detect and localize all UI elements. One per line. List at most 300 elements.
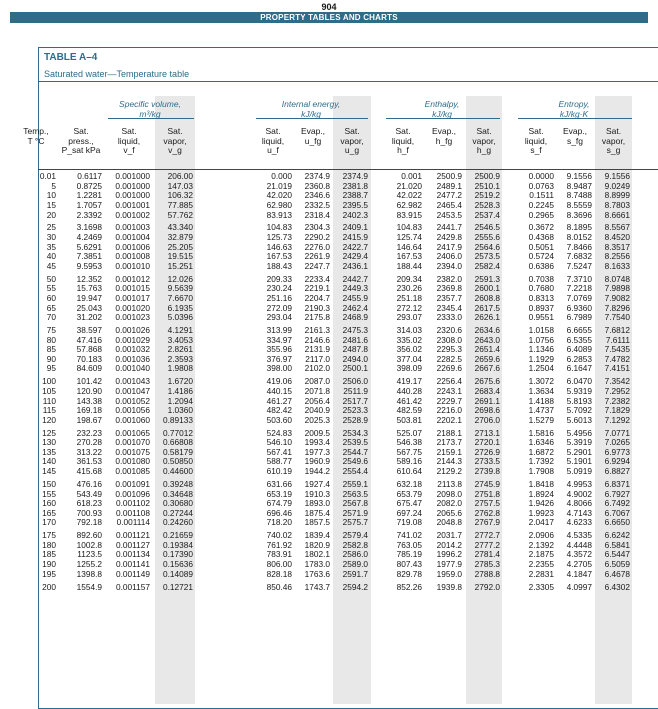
table-cell: 0.001040 xyxy=(115,363,150,374)
table-cell: 6.6655 xyxy=(566,324,592,335)
table-cell: 43.340 xyxy=(167,222,193,233)
table-cell: 8.3696 xyxy=(566,209,592,220)
table-cell: 2436.1 xyxy=(342,260,368,271)
table-cell: 1993.4 xyxy=(304,437,330,448)
table-cell: 1977.9 xyxy=(436,559,462,570)
table-cell: 7.6111 xyxy=(605,334,630,345)
table-cell: 852.26 xyxy=(396,581,422,592)
table-cell: 618.23 xyxy=(76,498,102,509)
table-cell: 7.3542 xyxy=(604,376,630,387)
table-cell: 675.47 xyxy=(396,498,422,509)
table-cell: 2772.7 xyxy=(474,530,500,541)
table-cell: 2555.6 xyxy=(474,231,500,242)
table-cell: 45 xyxy=(46,260,56,271)
table-cell: 0.001020 xyxy=(115,302,150,313)
table-cell: 6.5355 xyxy=(566,334,592,345)
table-cell: 5.6291 xyxy=(76,241,102,252)
table-cell: 0.77012 xyxy=(163,427,193,438)
table-cell: 0.89133 xyxy=(163,414,193,425)
table-cell: 7.3710 xyxy=(566,273,592,284)
table-row xyxy=(0,211,658,221)
table-cell: 2762.8 xyxy=(474,507,500,518)
table-cell: 6.7067 xyxy=(604,507,630,518)
table-cell: 2382.0 xyxy=(436,273,462,284)
table-cell: 0.0000 xyxy=(528,171,554,181)
table-cell: 8.3517 xyxy=(604,241,630,252)
table-cell: 57.868 xyxy=(76,344,102,355)
table-cell: 2216.0 xyxy=(436,405,462,416)
header-vf: Sat. liquid, v_f xyxy=(117,126,141,155)
table-cell: 2441.7 xyxy=(436,222,462,233)
table-cell: 8.1633 xyxy=(604,260,630,271)
table-cell: 631.66 xyxy=(266,478,292,489)
table-cell: 2040.9 xyxy=(304,405,330,416)
table-cell: 9.1556 xyxy=(566,171,592,181)
table-cell: 2573.5 xyxy=(474,251,500,262)
table-cell: 270.28 xyxy=(76,437,102,448)
table-cell: 1.6346 xyxy=(528,437,554,448)
table-cell: 1.0360 xyxy=(167,405,193,416)
table-cell: 1.6720 xyxy=(167,376,193,387)
table-cell: 7.6812 xyxy=(604,324,630,335)
table-cell: 115 xyxy=(42,405,56,416)
table-row xyxy=(0,364,658,374)
table-cell: 2582.4 xyxy=(474,260,500,271)
table-cell: 60 xyxy=(46,292,56,303)
table-cell: 2667.6 xyxy=(474,363,500,374)
table-cell: 0.001029 xyxy=(115,334,150,345)
table-cell: 0.001157 xyxy=(116,581,150,592)
table-cell: 2634.6 xyxy=(474,324,500,335)
table-cell: 2523.3 xyxy=(342,405,368,416)
table-cell: 2726.9 xyxy=(474,446,500,457)
table-cell: 2261.9 xyxy=(304,251,330,262)
table-cell: 146.64 xyxy=(396,241,422,252)
table-cell: 6.5447 xyxy=(604,549,630,560)
table-cell: 2788.8 xyxy=(474,568,500,579)
table-cell: 6.8827 xyxy=(604,466,630,477)
table-cell: 610.64 xyxy=(396,466,422,477)
table-cell: 398.00 xyxy=(266,363,292,374)
table-cell: 4.0997 xyxy=(566,581,592,592)
table-cell: 19.947 xyxy=(76,292,102,303)
table-cell: 6.4302 xyxy=(604,581,630,592)
table-cell: 2247.7 xyxy=(304,260,330,271)
table-cell: 42.020 xyxy=(266,190,292,201)
table-cell: 232.23 xyxy=(76,427,102,438)
table-cell: 2144.3 xyxy=(436,456,462,467)
table-cell: 7.4151 xyxy=(604,363,630,374)
table-cell: 6.8371 xyxy=(604,478,630,489)
table-cell: 2098.0 xyxy=(436,488,462,499)
table-cell: 1820.9 xyxy=(304,539,330,550)
table-cell: 5.1901 xyxy=(566,456,592,467)
table-cell: 2204.7 xyxy=(304,292,330,303)
table-cell: 84.609 xyxy=(76,363,102,374)
table-cell: 7.5247 xyxy=(566,260,592,271)
table-cell: 90 xyxy=(46,353,56,364)
table-cell: 2333.0 xyxy=(436,312,462,323)
table-cell: 2.2355 xyxy=(528,559,554,570)
table-cell: 5.8193 xyxy=(566,395,592,406)
table-cell: 2582.8 xyxy=(342,539,368,550)
table-cell: 2269.6 xyxy=(436,363,462,374)
table-cell: 0.7038 xyxy=(528,273,554,284)
table-cell: 0.58179 xyxy=(163,446,193,457)
table-row xyxy=(0,583,658,593)
table-cell: 2346.6 xyxy=(304,190,330,201)
table-cell: 1.1929 xyxy=(528,353,554,364)
table-cell: 2537.4 xyxy=(474,209,500,220)
table-cell: 0.001102 xyxy=(116,498,150,509)
table-cell: 2071.8 xyxy=(304,385,330,396)
table-cell: 3.1698 xyxy=(76,222,102,233)
table-cell: 200 xyxy=(42,581,56,592)
table-cell: 0.001080 xyxy=(115,456,150,467)
table-cell: 2510.1 xyxy=(474,180,500,191)
group-rule-enthalpy xyxy=(386,118,500,119)
table-cell: 4.7143 xyxy=(566,507,592,518)
table-cell: 0.001052 xyxy=(115,395,150,406)
header-hfg: Evap., h_fg xyxy=(431,126,457,146)
table-cell: 0.001015 xyxy=(115,283,150,294)
table-cell: 1002.8 xyxy=(76,539,102,550)
table-cell: 7.2382 xyxy=(604,395,630,406)
table-cell: 2475.3 xyxy=(342,324,368,335)
table-cell: 2087.0 xyxy=(304,376,330,387)
group-rule-volume xyxy=(108,118,194,119)
table-cell: 2409.1 xyxy=(342,222,368,233)
table-cell: 2417.9 xyxy=(436,241,462,252)
table-cell: 0.9551 xyxy=(528,312,554,323)
header-ufg: Evap., u_fg xyxy=(300,126,326,146)
table-cell: 83.915 xyxy=(396,209,422,220)
table-cell: 567.41 xyxy=(266,446,292,457)
table-cell: 2462.4 xyxy=(342,302,368,313)
table-cell: 2549.6 xyxy=(342,456,368,467)
table-cell: 2175.8 xyxy=(304,312,330,323)
table-cell: 2675.6 xyxy=(474,376,500,387)
table-cell: 2219.1 xyxy=(304,283,330,294)
table-cell: 0.001065 xyxy=(115,427,150,438)
table-cell: 2591.3 xyxy=(474,273,500,284)
table-cell: 6.9773 xyxy=(604,446,630,457)
table-cell: 1123.5 xyxy=(77,549,102,560)
table-cell: 198.67 xyxy=(76,414,102,425)
table-cell: 0.01 xyxy=(39,171,56,181)
table-cell: 440.15 xyxy=(266,385,292,396)
table-cell: 125.74 xyxy=(396,231,422,242)
table-cell: 763.05 xyxy=(396,539,422,550)
table-cell: 1.2094 xyxy=(167,395,193,406)
table-cell: 376.97 xyxy=(266,353,292,364)
table-cell: 2777.2 xyxy=(474,539,500,550)
table-cell: 1944.2 xyxy=(304,466,330,477)
table-cell: 1959.0 xyxy=(436,568,462,579)
table-cell: 2713.1 xyxy=(474,427,500,438)
table-cell: 589.16 xyxy=(396,456,422,467)
table-cell: 169.18 xyxy=(76,405,102,416)
table-cell: 1939.8 xyxy=(436,581,462,592)
table-cell: 2567.8 xyxy=(342,498,368,509)
table-cell: 0.44600 xyxy=(163,466,193,477)
table-cell: 1.8924 xyxy=(528,488,554,499)
table-cell: 546.10 xyxy=(266,437,292,448)
table-cell: 7.0771 xyxy=(604,427,630,438)
table-cell: 2626.1 xyxy=(474,312,500,323)
table-cell: 146.63 xyxy=(266,241,292,252)
table-cell: 2131.9 xyxy=(304,344,330,355)
table-cell: 700.93 xyxy=(76,507,102,518)
table-label: TABLE A–4 xyxy=(44,52,98,63)
table-cell: 2720.1 xyxy=(474,437,500,448)
table-row xyxy=(0,570,658,580)
table-cell: 19.515 xyxy=(167,251,193,262)
table-cell: 1.7392 xyxy=(528,456,554,467)
table-cell: 2415.9 xyxy=(342,231,368,242)
table-cell: 5.6013 xyxy=(566,414,592,425)
table-cell: 1.2504 xyxy=(528,363,554,374)
table-cell: 2429.8 xyxy=(436,231,462,242)
table-cell: 0.8313 xyxy=(528,292,554,303)
table-cell: 1910.3 xyxy=(304,488,330,499)
table-cell: 2544.7 xyxy=(342,446,368,457)
table-cell: 0.001002 xyxy=(115,209,150,220)
table-cell: 806.00 xyxy=(266,559,292,570)
table-cell: 313.99 xyxy=(266,324,292,335)
table-cell: 8.9487 xyxy=(566,180,592,191)
table-cell: 440.28 xyxy=(396,385,422,396)
table-cell: 2487.8 xyxy=(342,344,368,355)
table-cell: 0.001032 xyxy=(115,344,150,355)
table-cell: 206.00 xyxy=(167,171,193,181)
table-cell: 1.2281 xyxy=(76,190,102,201)
header-sfg: Evap., s_fg xyxy=(562,126,588,146)
table-cell: 15.251 xyxy=(167,260,193,271)
table-cell: 2.1392 xyxy=(528,539,554,550)
table-cell: 2465.4 xyxy=(436,199,462,210)
table-cell: 482.42 xyxy=(266,405,292,416)
table-cell: 0.001149 xyxy=(116,568,150,579)
table-cell: 0.001000 xyxy=(115,190,150,201)
table-cell: 2113.8 xyxy=(437,478,462,489)
table-cell: 0.001023 xyxy=(115,312,150,323)
table-cell: 2591.7 xyxy=(342,568,368,579)
table-cell: 2506.0 xyxy=(342,376,368,387)
table-cell: 2256.4 xyxy=(436,376,462,387)
table-cell: 334.97 xyxy=(266,334,292,345)
table-cell: 792.18 xyxy=(76,517,102,528)
table-cell: 6.7492 xyxy=(604,498,630,509)
table-cell: 7.9082 xyxy=(604,292,630,303)
table-cell: 0.66808 xyxy=(163,437,193,448)
table-cell: 355.96 xyxy=(266,344,292,355)
table-cell: 9.5639 xyxy=(167,283,193,294)
table-cell: 50 xyxy=(46,273,56,284)
table-cell: 2600.1 xyxy=(474,283,500,294)
table-cell: 653.79 xyxy=(396,488,422,499)
table-cell: 314.03 xyxy=(396,324,422,335)
table-cell: 1783.0 xyxy=(304,559,330,570)
table-cell: 0.8937 xyxy=(528,302,554,313)
header-ug: Sat. vapor, u_g xyxy=(340,126,364,155)
table-cell: 1554.9 xyxy=(76,581,102,592)
table-cell: 0.001091 xyxy=(115,478,150,489)
table-cell: 70.183 xyxy=(76,353,102,364)
table-cell: 1.0756 xyxy=(528,334,554,345)
table-cell: 2014.2 xyxy=(436,539,462,550)
header-hf: Sat. liquid, h_f xyxy=(391,126,415,155)
table-cell: 6.4678 xyxy=(604,568,630,579)
table-cell: 335.02 xyxy=(396,334,422,345)
table-cell: 1.9426 xyxy=(528,498,554,509)
table-cell: 195 xyxy=(42,568,56,579)
table-cell: 1255.2 xyxy=(76,559,102,570)
table-cell: 30 xyxy=(46,231,56,242)
table-cell: 2519.2 xyxy=(474,190,500,201)
table-cell: 2146.6 xyxy=(304,334,330,345)
table-cell: 104.83 xyxy=(266,222,292,233)
table-cell: 2575.7 xyxy=(342,517,368,528)
table-cell: 0.001006 xyxy=(115,241,150,252)
table-cell: 120.90 xyxy=(76,385,102,396)
table-cell: 4.6233 xyxy=(566,517,592,528)
table-cell: 2.3392 xyxy=(76,209,102,220)
table-cell: 7.9898 xyxy=(604,283,630,294)
table-cell: 2528.9 xyxy=(342,414,368,425)
table-cell: 7.2218 xyxy=(566,283,592,294)
table-row xyxy=(0,467,658,477)
table-cell: 4.1847 xyxy=(566,568,592,579)
table-cell: 70 xyxy=(46,312,56,323)
table-cell: 104.83 xyxy=(396,222,422,233)
table-cell: 0.001047 xyxy=(115,385,150,396)
table-cell: 5.2901 xyxy=(566,446,592,457)
table-cell: 1.4186 xyxy=(167,385,193,396)
table-cell: 2571.9 xyxy=(342,507,368,518)
group-internal-energy: Internal energy, kJ/kg xyxy=(281,99,341,119)
table-cell: 6.6242 xyxy=(604,530,630,541)
table-cell: 6.5841 xyxy=(604,539,630,550)
table-cell: 15.763 xyxy=(76,283,102,294)
table-cell: 0.001000 xyxy=(115,171,150,181)
table-cell: 696.46 xyxy=(266,507,292,518)
table-cell: 419.17 xyxy=(396,376,422,387)
table-cell: 7.6832 xyxy=(566,251,592,262)
table-cell: 83.913 xyxy=(266,209,292,220)
page-number: 904 xyxy=(321,2,337,12)
table-cell: 7.3851 xyxy=(76,251,102,262)
table-cell: 419.06 xyxy=(266,376,292,387)
table-cell: 95 xyxy=(46,363,56,374)
table-cell: 5.7092 xyxy=(566,405,592,416)
table-cell: 2781.4 xyxy=(474,549,500,560)
table-cell: 209.33 xyxy=(266,273,292,284)
table-cell: 6.7927 xyxy=(604,488,630,499)
table-cell: 8.8999 xyxy=(604,190,630,201)
table-cell: 2025.3 xyxy=(304,414,330,425)
table-cell: 2161.3 xyxy=(304,324,330,335)
table-cell: 7.4782 xyxy=(604,353,630,364)
table-cell: 0.001114 xyxy=(116,517,150,528)
table-cell: 7.6670 xyxy=(167,292,193,303)
table-cell: 0.001070 xyxy=(115,437,150,448)
table-cell: 2065.6 xyxy=(436,507,462,518)
table-cell: 524.83 xyxy=(266,427,292,438)
table-cell: 77.885 xyxy=(167,199,193,210)
table-cell: 850.46 xyxy=(266,581,292,592)
table-cell: 0.17390 xyxy=(163,549,193,560)
table-cell: 2559.1 xyxy=(342,478,368,489)
table-cell: 1960.9 xyxy=(304,456,330,467)
table-cell: 415.68 xyxy=(76,466,102,477)
table-cell: 15 xyxy=(46,199,56,210)
table-cell: 140 xyxy=(42,456,56,467)
table-cell: 2554.4 xyxy=(342,466,368,477)
table-cell: 2056.4 xyxy=(304,395,330,406)
table-cell: 0.001134 xyxy=(116,549,150,560)
table-cell: 7.5435 xyxy=(604,344,630,355)
table-cell: 1875.4 xyxy=(304,507,330,518)
table-cell: 761.92 xyxy=(266,539,292,550)
table-cell: 0.6386 xyxy=(528,260,554,271)
table-cell: 2449.3 xyxy=(342,283,368,294)
table-cell: 398.09 xyxy=(396,363,422,374)
table-cell: 6.1647 xyxy=(566,363,592,374)
table-cell: 110 xyxy=(42,395,56,406)
table-row xyxy=(0,313,658,323)
table-cell: 62.980 xyxy=(266,199,292,210)
table-cell: 143.38 xyxy=(76,395,102,406)
table-cell: 4.8066 xyxy=(566,498,592,509)
table-cell: 62.982 xyxy=(396,199,422,210)
table-cell: 1.9808 xyxy=(167,363,193,374)
table-cell: 7.8466 xyxy=(566,241,592,252)
table-cell: 2539.5 xyxy=(342,437,368,448)
table-cell: 21.019 xyxy=(266,180,292,191)
table-cell: 2792.0 xyxy=(474,581,500,592)
table-cell: 2564.6 xyxy=(474,241,500,252)
table-cell: 2455.9 xyxy=(342,292,368,303)
table-cell: 1802.1 xyxy=(304,549,330,560)
table-cell: 2546.5 xyxy=(474,222,500,233)
table-cell: 0.001121 xyxy=(116,530,150,541)
header-sf: Sat. liquid, s_f xyxy=(524,126,548,155)
table-cell: 0.21659 xyxy=(163,530,193,541)
table-cell: 807.43 xyxy=(396,559,422,570)
table-cell: 2369.8 xyxy=(436,283,462,294)
table-cell: 2233.4 xyxy=(304,273,330,284)
table-cell: 8.0748 xyxy=(604,273,630,284)
table-cell: 718.20 xyxy=(266,517,292,528)
table-cell: 1.3072 xyxy=(528,376,554,387)
table-cell: 272.09 xyxy=(266,302,292,313)
table-cell: 719.08 xyxy=(396,517,422,528)
header-rule xyxy=(38,169,658,170)
table-cell: 0.001060 xyxy=(115,414,150,425)
table-cell: 0.001141 xyxy=(116,559,150,570)
table-cell: 65 xyxy=(46,302,56,313)
table-cell: 20 xyxy=(46,209,56,220)
table-cell: 9.0249 xyxy=(604,180,630,191)
table-cell: 160 xyxy=(42,498,56,509)
table-cell: 2594.2 xyxy=(342,581,368,592)
table-cell: 0.1511 xyxy=(529,190,554,201)
group-entropy: Entropy, kJ/kg·K xyxy=(558,99,590,119)
table-cell: 106.32 xyxy=(167,190,193,201)
table-cell: 1743.7 xyxy=(304,581,330,592)
table-cell: 7.0265 xyxy=(604,437,630,448)
